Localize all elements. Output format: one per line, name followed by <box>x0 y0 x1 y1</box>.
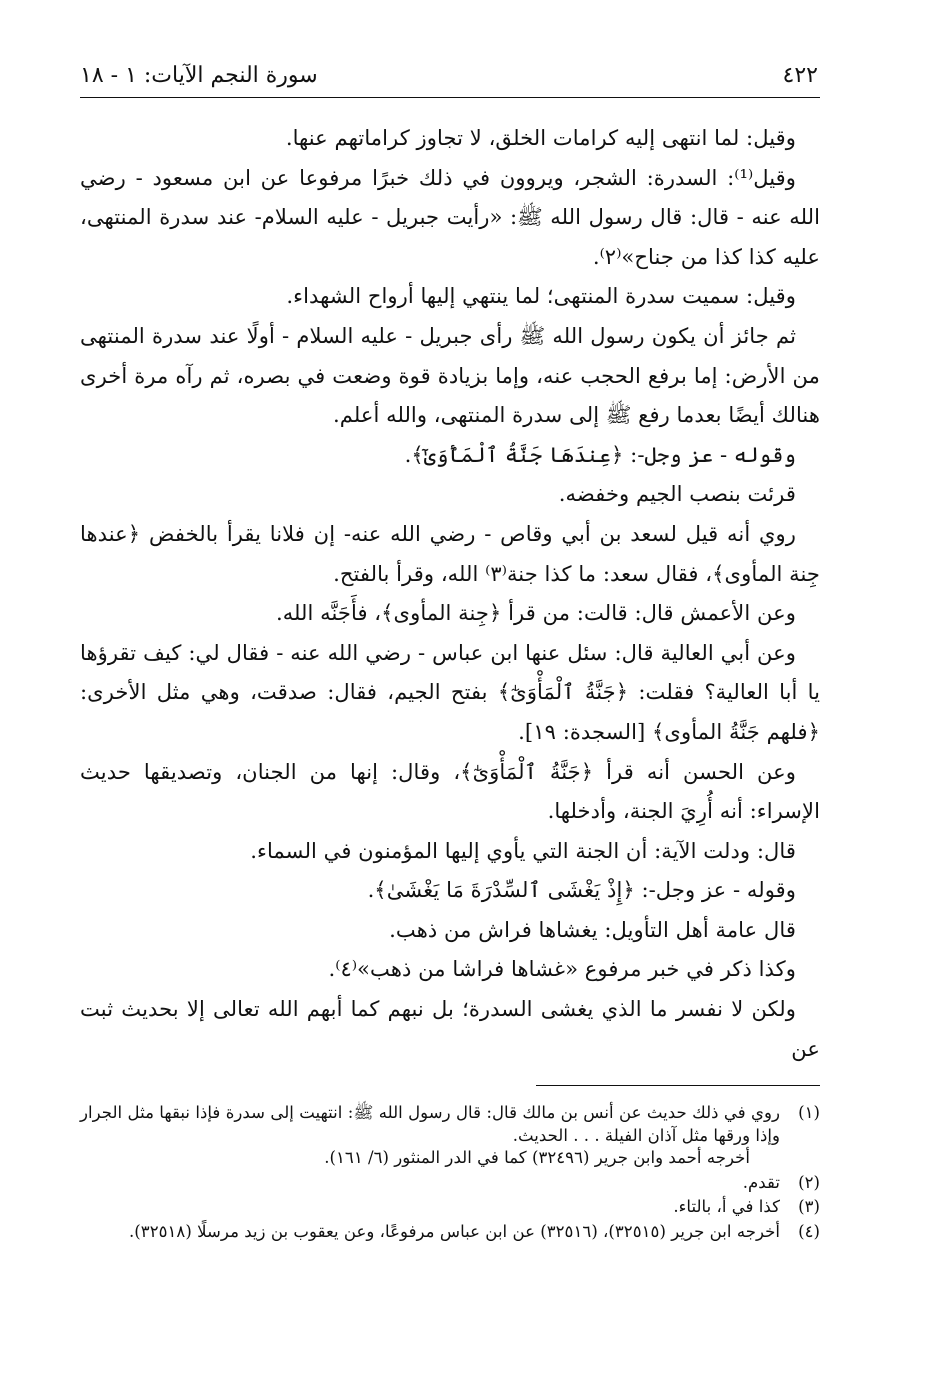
footnote-3 <box>80 1196 820 1219</box>
footnotes <box>80 1102 820 1246</box>
paragraph: ثم جائز أن يكون رسول الله ﷺ رأى جبريل - عليه السلام - أولًا عند سدرة المنتهى من الأرض: إما برفع الحجب عنه، وإما بزيادة قوة وضعت في بصره، ثم رآه مرة أخرى هنالك أيضًا بعدما رفع ﷺ إلى سدرة المنتهى، والله أعلم. <box>80 322 820 428</box>
footnote-number: (١) <box>798 1103 820 1122</box>
paragraph: وقيل⁽¹⁾: السدرة: الشجر، ويروون في ذلك خبرًا مرفوعا عن ابن مسعود - رضي الله عنه - قال: قال رسول الله ﷺ: «رأيت جبريل - عليه السلام- عند سدرة المنتهى، عليه كذا كذا من جناح»⁽٢⁾. <box>80 164 820 269</box>
running-header <box>80 56 820 96</box>
footnote-divider <box>536 1085 820 1086</box>
paragraph: وعن الأعمش قال: قالت: من قرأ ﴿جِنة المأوى﴾، فأَجَنَّه الله. <box>275 600 796 626</box>
footnote-text: تقدم. <box>742 1172 780 1192</box>
footnote-source: أخرجه أحمد وابن جرير (٣٢٤٩٦) كما في الدر المنثور (٦/ ١٦١). <box>324 1148 750 1168</box>
running-title: سورة النجم الآيات: ١ - ١٨ <box>80 63 318 88</box>
footnote-number: (٤) <box>798 1221 820 1241</box>
footnote-text: أخرجه ابن جرير (٣٢٥١٥)، (٣٢٥١٦) عن ابن عباس مرفوعًا، وعن يعقوب بن زيد مرسلًا (٣٢٥١٨). <box>129 1221 780 1241</box>
main-text <box>80 118 820 1068</box>
footnote-number: (٣) <box>798 1197 820 1217</box>
footnote-1 <box>80 1102 820 1170</box>
paragraph: وقوله - عز وجل-: ﴿عِندَهَا جَنَّةُ ٱلْمَأْوَىٰٓ﴾. <box>404 441 796 467</box>
paragraph: ولكن لا نفسر ما الذي يغشى السدرة؛ بل نبهم كما أبهم الله تعالى إلا بحديث ثبت عن <box>80 996 820 1061</box>
paragraph: وعن أبي العالية قال: سئل عنها ابن عباس - رضي الله عنه - فقال لي: كيف تقرؤها يا أبا العالية؟ فقلت: ﴿جَنَّةُ ٱلْمَأْوَىٰٓ﴾ بفتح الجيم، فقال: صدقت، وهي مثل الأخرى: ﴿فلهم جَنَّةُ المأوى﴾ [السجدة: ١٩]. <box>80 639 820 744</box>
paragraph: وعن الحسن أنه قرأ ﴿جَنَّةُ ٱلْمَأْوَىٰٓ﴾، وقال: إنها من الجنان، وتصديقها حديث الإسراء: أنه أُرِيَ الجنة، وأدخلها. <box>80 758 820 824</box>
footnote-4 <box>80 1221 820 1244</box>
footnote-text: كذا في أ، بالتاء. <box>673 1197 780 1217</box>
paragraph: قال عامة أهل التأويل: يغشاها فراش من ذهب. <box>389 916 796 942</box>
paragraph: وقيل: لما انتهى إليه كرامات الخلق، لا تجاوز كراماتهم عنها. <box>285 125 796 150</box>
footnote-2 <box>80 1172 820 1195</box>
footnote-number: (٢) <box>798 1172 820 1192</box>
paragraph: وقيل: سميت سدرة المنتهى؛ لما ينتهي إليها أرواح الشهداء. <box>286 283 796 309</box>
paragraph: وقوله - عز وجل-: ﴿إِذْ يَغْشَى ٱلسِّدْرَةَ مَا يَغْشَىٰ﴾. <box>367 877 796 903</box>
footnote-text: روي في ذلك حديث عن أنس بن مالك قال: قال رسول الله ﷺ: انتهيت إلى سدرة فإذا نبقها مثل الجرار وإذا ورقها مثل آذان الفيلة . . . الحديث. <box>80 1103 780 1145</box>
paragraph: قال: ودلت الآية: أن الجنة التي يأوي إليها المؤمنون في السماء. <box>250 837 796 863</box>
paragraph: قرئت بنصب الجيم وخفضه. <box>558 481 796 507</box>
header-divider <box>80 97 820 98</box>
paragraph: وكذا ذكر في خبر مرفوع «غشاها فراشا من ذهب»⁽٤⁾. <box>328 956 796 982</box>
page-number: ٤٢٢ <box>782 63 818 88</box>
paragraph: روي أنه قيل لسعد بن أبي وقاص - رضي الله عنه- إن فلانا يقرأ بالخفض ﴿عندها جِنة المأوى﴾، فقال سعد: ما كذا جنة⁽٣⁾ الله، وقرأ بالفتح. <box>80 520 820 586</box>
